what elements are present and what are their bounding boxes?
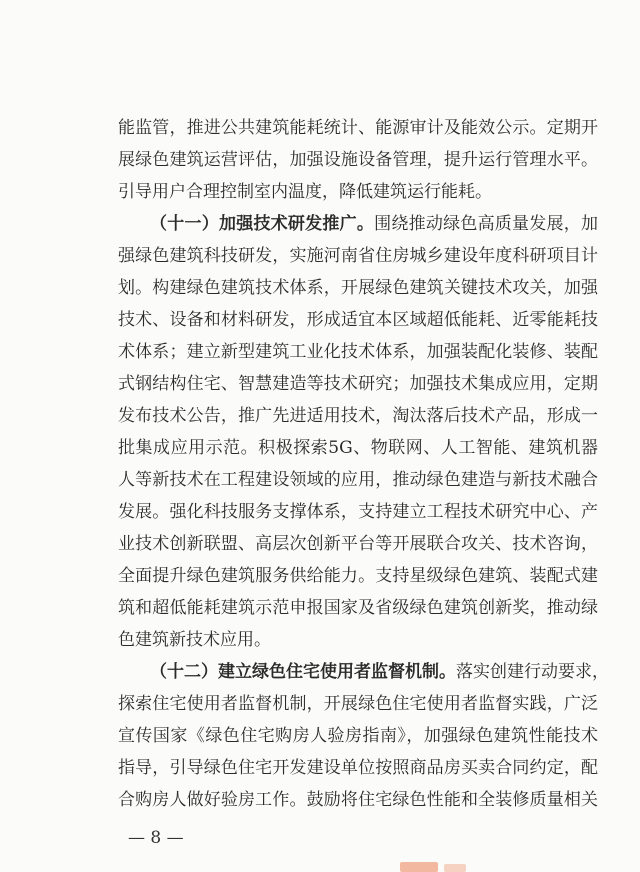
paragraph-line: 探索住宅使用者监督机制，开展绿色住宅使用者监督实践，广泛 xyxy=(118,694,598,714)
paragraph-line: 人等新技术在工程建设领域的应用，推动绿色建造与新技术融合 xyxy=(118,470,598,490)
paragraph-line: 宣传国家《绿色住宅购房人验房指南》，加强绿色建筑性能技术 xyxy=(118,726,598,746)
paragraph-line: 发布技术公告，推广先进适用技术，淘汰落后技术产品，形成一 xyxy=(118,406,598,426)
paragraph-line: 色建筑新技术应用。 xyxy=(118,630,271,650)
paragraph-line: 引导用户合理控制室内温度，降低建筑运行能耗。 xyxy=(118,182,492,202)
section-heading-12: （十二）建立绿色住宅使用者监督机制。 xyxy=(150,662,456,682)
section-heading-11: （十一）加强技术研发推广。 xyxy=(150,214,375,234)
section-heading-line xyxy=(150,662,609,682)
paragraph-line: 筑和超低能耗建筑示范申报国家及省级绿色建筑创新奖，推动绿 xyxy=(118,598,598,618)
paragraph-line: 展绿色建筑运营评估，加强设施设备管理，提升运行管理水平。 xyxy=(118,150,598,170)
page-number: — 8 — xyxy=(128,828,184,848)
paragraph-line: 合购房人做好验房工作。鼓励将住宅绿色性能和全装修质量相关 xyxy=(118,790,598,810)
paragraph-line: 批集成应用示范。积极探索5G、物联网、人工智能、建筑机器 xyxy=(118,438,598,458)
paragraph-line: 强绿色建筑科技研发，实施河南省住房城乡建设年度科研项目计 xyxy=(118,246,598,266)
paragraph-text: 围绕推动绿色高质量发展，加 xyxy=(374,214,599,234)
paragraph-line: 指导，引导绿色住宅开发建设单位按照商品房买卖合同约定，配 xyxy=(118,758,598,778)
paragraph-line: 技术、设备和材料研发，形成适宜本区域超低能耗、近零能耗技 xyxy=(118,310,598,330)
section-heading-line xyxy=(150,214,598,234)
paragraph-line: 全面提升绿色建筑服务供给能力。支持星级绿色建筑、装配式建 xyxy=(118,566,598,586)
paragraph-line: 业技术创新联盟、高层次创新平台等开展联合攻关、技术咨询， xyxy=(118,534,598,554)
scan-artifact xyxy=(400,862,438,872)
scan-artifact xyxy=(444,864,466,872)
paragraph-line: 术体系；建立新型建筑工业化技术体系，加强装配化装修、装配 xyxy=(118,342,598,362)
paragraph-line: 划。构建绿色建筑技术体系，开展绿色建筑关键技术攻关，加强 xyxy=(118,278,598,298)
paragraph-text: 落实创建行动要求， xyxy=(456,662,609,682)
paragraph-line: 式钢结构住宅、智慧建造等技术研究；加强技术集成应用，定期 xyxy=(118,374,598,394)
paragraph-line: 能监管，推进公共建筑能耗统计、能源审计及能效公示。定期开 xyxy=(118,118,598,138)
paragraph-line: 发展。强化科技服务支撑体系，支持建立工程技术研究中心、产 xyxy=(118,502,598,522)
